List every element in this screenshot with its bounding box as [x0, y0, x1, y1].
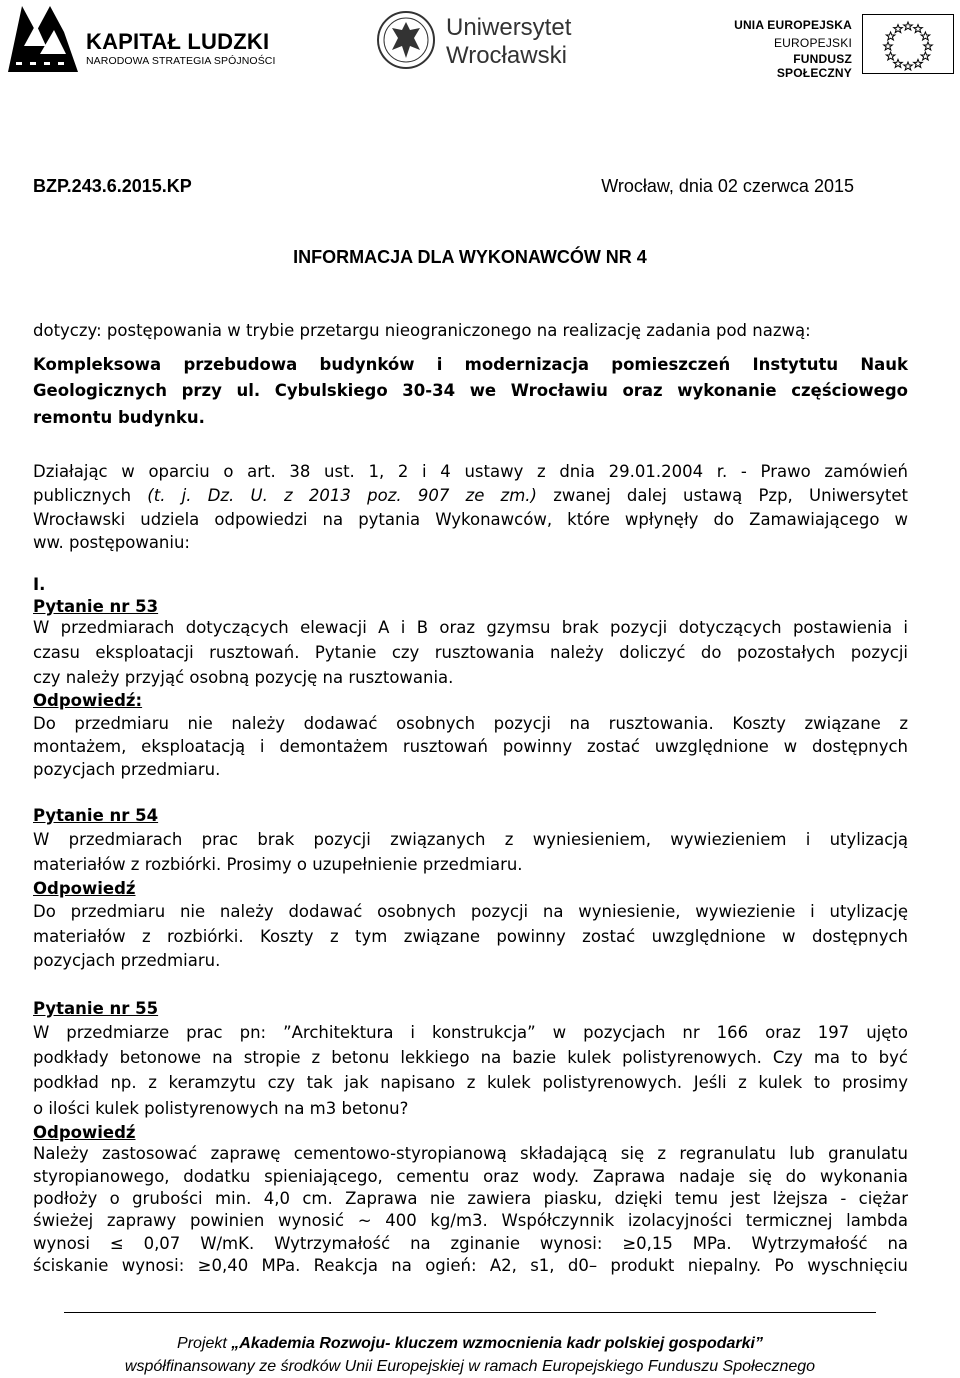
a55-w5: na	[410, 1234, 431, 1253]
answer-55-line-1: Należy zastosować zaprawę cementowo-styropianową składającą się z regranulatu lub granulatu	[33, 1144, 908, 1163]
kapital-ludzki-emblem-icon	[6, 2, 80, 76]
question-55-label: Pytanie nr 55	[33, 999, 159, 1018]
question-55-line-1: W przedmiarze prac pn: ”Architektura i konstrukcja” w pozycjach nr 166 oraz 197 ujęto	[33, 1023, 908, 1042]
answer-55-line-5	[33, 1234, 908, 1253]
question-53-line-1: W przedmiarach dotyczących elewacji A i B oraz gzymsu brak pozycji dotyczących postawienia i	[33, 618, 908, 637]
legal-basis-line-4: ww. postępowaniu:	[33, 533, 190, 552]
ue-line3: FUNDUSZ SPOŁECZNY	[776, 52, 852, 80]
answer-55-label: Odpowiedź	[33, 1123, 136, 1142]
question-54-line-1: W przedmiarach prac brak pozycji związanych z wyniesieniem, wywiezieniem i utylizacją	[33, 830, 908, 849]
a55-w2: ≤ 0,07	[109, 1234, 181, 1253]
subject-line-1: Kompleksowa przebudowa budynków i modernizacja pomieszczeń Instytutu Nauk	[33, 355, 908, 374]
legal-basis-line-1: Działając w oparciu o art. 38 ust. 1, 2 i 4 ustawy z dnia 29.01.2004 r. - Prawo zamówień	[33, 462, 908, 481]
answer-55-line-3: podłoży o grubości min. 4,0 cm. Zaprawa nie zawiera piasku, dzięki temu jest lżejsza - ciężar	[33, 1189, 908, 1208]
a55-w4: Wytrzymałość	[274, 1234, 391, 1253]
subject-intro: dotyczy: postępowania w trybie przetargu nieograniczonego na realizację zadania pod nazwą:	[33, 321, 811, 340]
a55-w8: ≥0,15	[622, 1234, 673, 1253]
a55-w1: wynosi	[33, 1234, 90, 1253]
footer-funding-line: współfinansowany ze środków Unii Europejskiej w ramach Europejskiego Funduszu Społecznego	[124, 1358, 816, 1375]
question-54-label: Pytanie nr 54	[33, 806, 159, 825]
a55-w9: MPa.	[692, 1234, 732, 1253]
a55-w11: na	[887, 1234, 909, 1253]
answer-54-line-3: pozycjach przedmiaru.	[33, 951, 221, 970]
answer-53-line-3: pozycjach przedmiaru.	[33, 760, 221, 779]
answer-55-line-4: świeżej zaprawy powinien wynosić ~ 400 kg/m3. Współczynnik izolacyjności termicznej lambda	[33, 1211, 908, 1230]
legal-basis-line-3: Wrocławski udziela odpowiedzi na pytania Wykonawców, które wpłynęły do Zamawiającego w	[33, 510, 908, 529]
answer-55-line-6: ściskanie wynosi: ≥0,40 MPa. Reakcja na ogień: A2, s1, d0– produkt niepalny. Po wyschnięciu	[33, 1256, 908, 1275]
a55-w7: wynosi:	[539, 1234, 603, 1253]
footer-project-prefix: Projekt	[177, 1335, 232, 1352]
document-title: INFORMACJA DLA WYKONAWCÓW NR 4	[293, 247, 647, 267]
question-55-line-4: o ilości kulek polistyrenowych na m3 betonu?	[33, 1099, 409, 1118]
kapital-ludzki-logo	[6, 2, 276, 76]
answer-53-line-2: montażem, eksploatacją i demontażem rusztowań powinny zostać uwzględnione w dostępnych	[33, 737, 908, 756]
a55-w3: W/mK.	[200, 1234, 255, 1253]
legal-basis-line-2	[33, 486, 908, 505]
document-reference: BZP.243.6.2015.KP	[33, 176, 192, 196]
uw-line2: Wrocławski	[446, 42, 567, 69]
a55-w10: Wytrzymałość	[751, 1234, 868, 1253]
subject-line-2: Geologicznych przy ul. Cybulskiego 30-34 we Wrocławiu oraz wykonanie częściowego	[33, 381, 908, 400]
university-eagle-emblem-icon	[376, 10, 436, 70]
kl-title: KAPITAŁ LUDZKI	[86, 29, 270, 54]
eu-efs-logo	[724, 14, 960, 80]
uniwersytet-logo	[376, 10, 586, 70]
answer-55-line-2: styropianowego, dodatku spieniającego, cementu oraz wody. Zaprawa nadaje się do wykonania	[33, 1167, 908, 1186]
answer-54-line-2: materiałów z rozbiórki. Koszty z tym związane powinny zostać uwzględnione w dostępnych	[33, 927, 908, 946]
kl-subtitle: NARODOWA STRATEGIA SPÓJNOŚCI	[86, 55, 276, 67]
question-54-line-2: materiałów z rozbiórki. Prosimy o uzupełnienie przedmiaru.	[33, 855, 523, 874]
a55-w6: zginanie	[450, 1234, 520, 1253]
answer-53-label: Odpowiedź:	[33, 691, 143, 710]
footer-project-name: „Akademia Rozwoju- kluczem wzmocnienia kadr polskiej gospodarki”	[231, 1335, 763, 1352]
answer-54-line-1: Do przedmiaru nie należy dodawać osobnych pozycji na wyniesienie, wywiezienie i utylizację	[33, 902, 908, 921]
document-date: Wrocław, dnia 02 czerwca 2015	[601, 176, 854, 196]
uw-line1: Uniwersytet	[446, 14, 572, 41]
ue-line1: UNIA EUROPEJSKA	[734, 18, 852, 32]
legal-basis-citation: (t. j. Dz. U. z 2013 poz. 907 ze zm.)	[147, 486, 537, 505]
section-number: I.	[33, 575, 46, 594]
header-logos	[0, 0, 960, 80]
question-55-line-3: podkład np. z keramzytu czy tak jak napisano z kulek polistyrenowych. Jeśli z kulek to prosimy	[33, 1073, 908, 1092]
footer-project-line	[0, 1335, 940, 1353]
ue-line2: EUROPEJSKI	[773, 36, 852, 50]
eu-flag-icon	[862, 14, 954, 74]
answer-54-label: Odpowiedź	[33, 879, 136, 898]
subject-line-3: remontu budynku.	[33, 408, 205, 427]
footer-divider	[64, 1312, 876, 1313]
question-53-line-2: czasu eksploatacji rusztowań. Pytanie czy rusztowania należy doliczyć do pozostałych pozycji	[33, 643, 908, 662]
legal-basis-text-a: publicznych	[33, 486, 132, 505]
question-55-line-2: podkłady betonowe na stropie z betonu lekkiego na bazie kulek polistyrenowych. Czy ma to być	[33, 1048, 908, 1067]
legal-basis-text-c: zwanej dalej ustawą Pzp, Uniwersytet	[553, 486, 908, 505]
question-53-label: Pytanie nr 53	[33, 597, 159, 616]
question-53-line-3: czy należy przyjąć osobną pozycję na rusztowania.	[33, 668, 454, 687]
answer-53-line-1: Do przedmiaru nie należy dodawać osobnych pozycji na rusztowania. Koszty związane z	[33, 714, 908, 733]
